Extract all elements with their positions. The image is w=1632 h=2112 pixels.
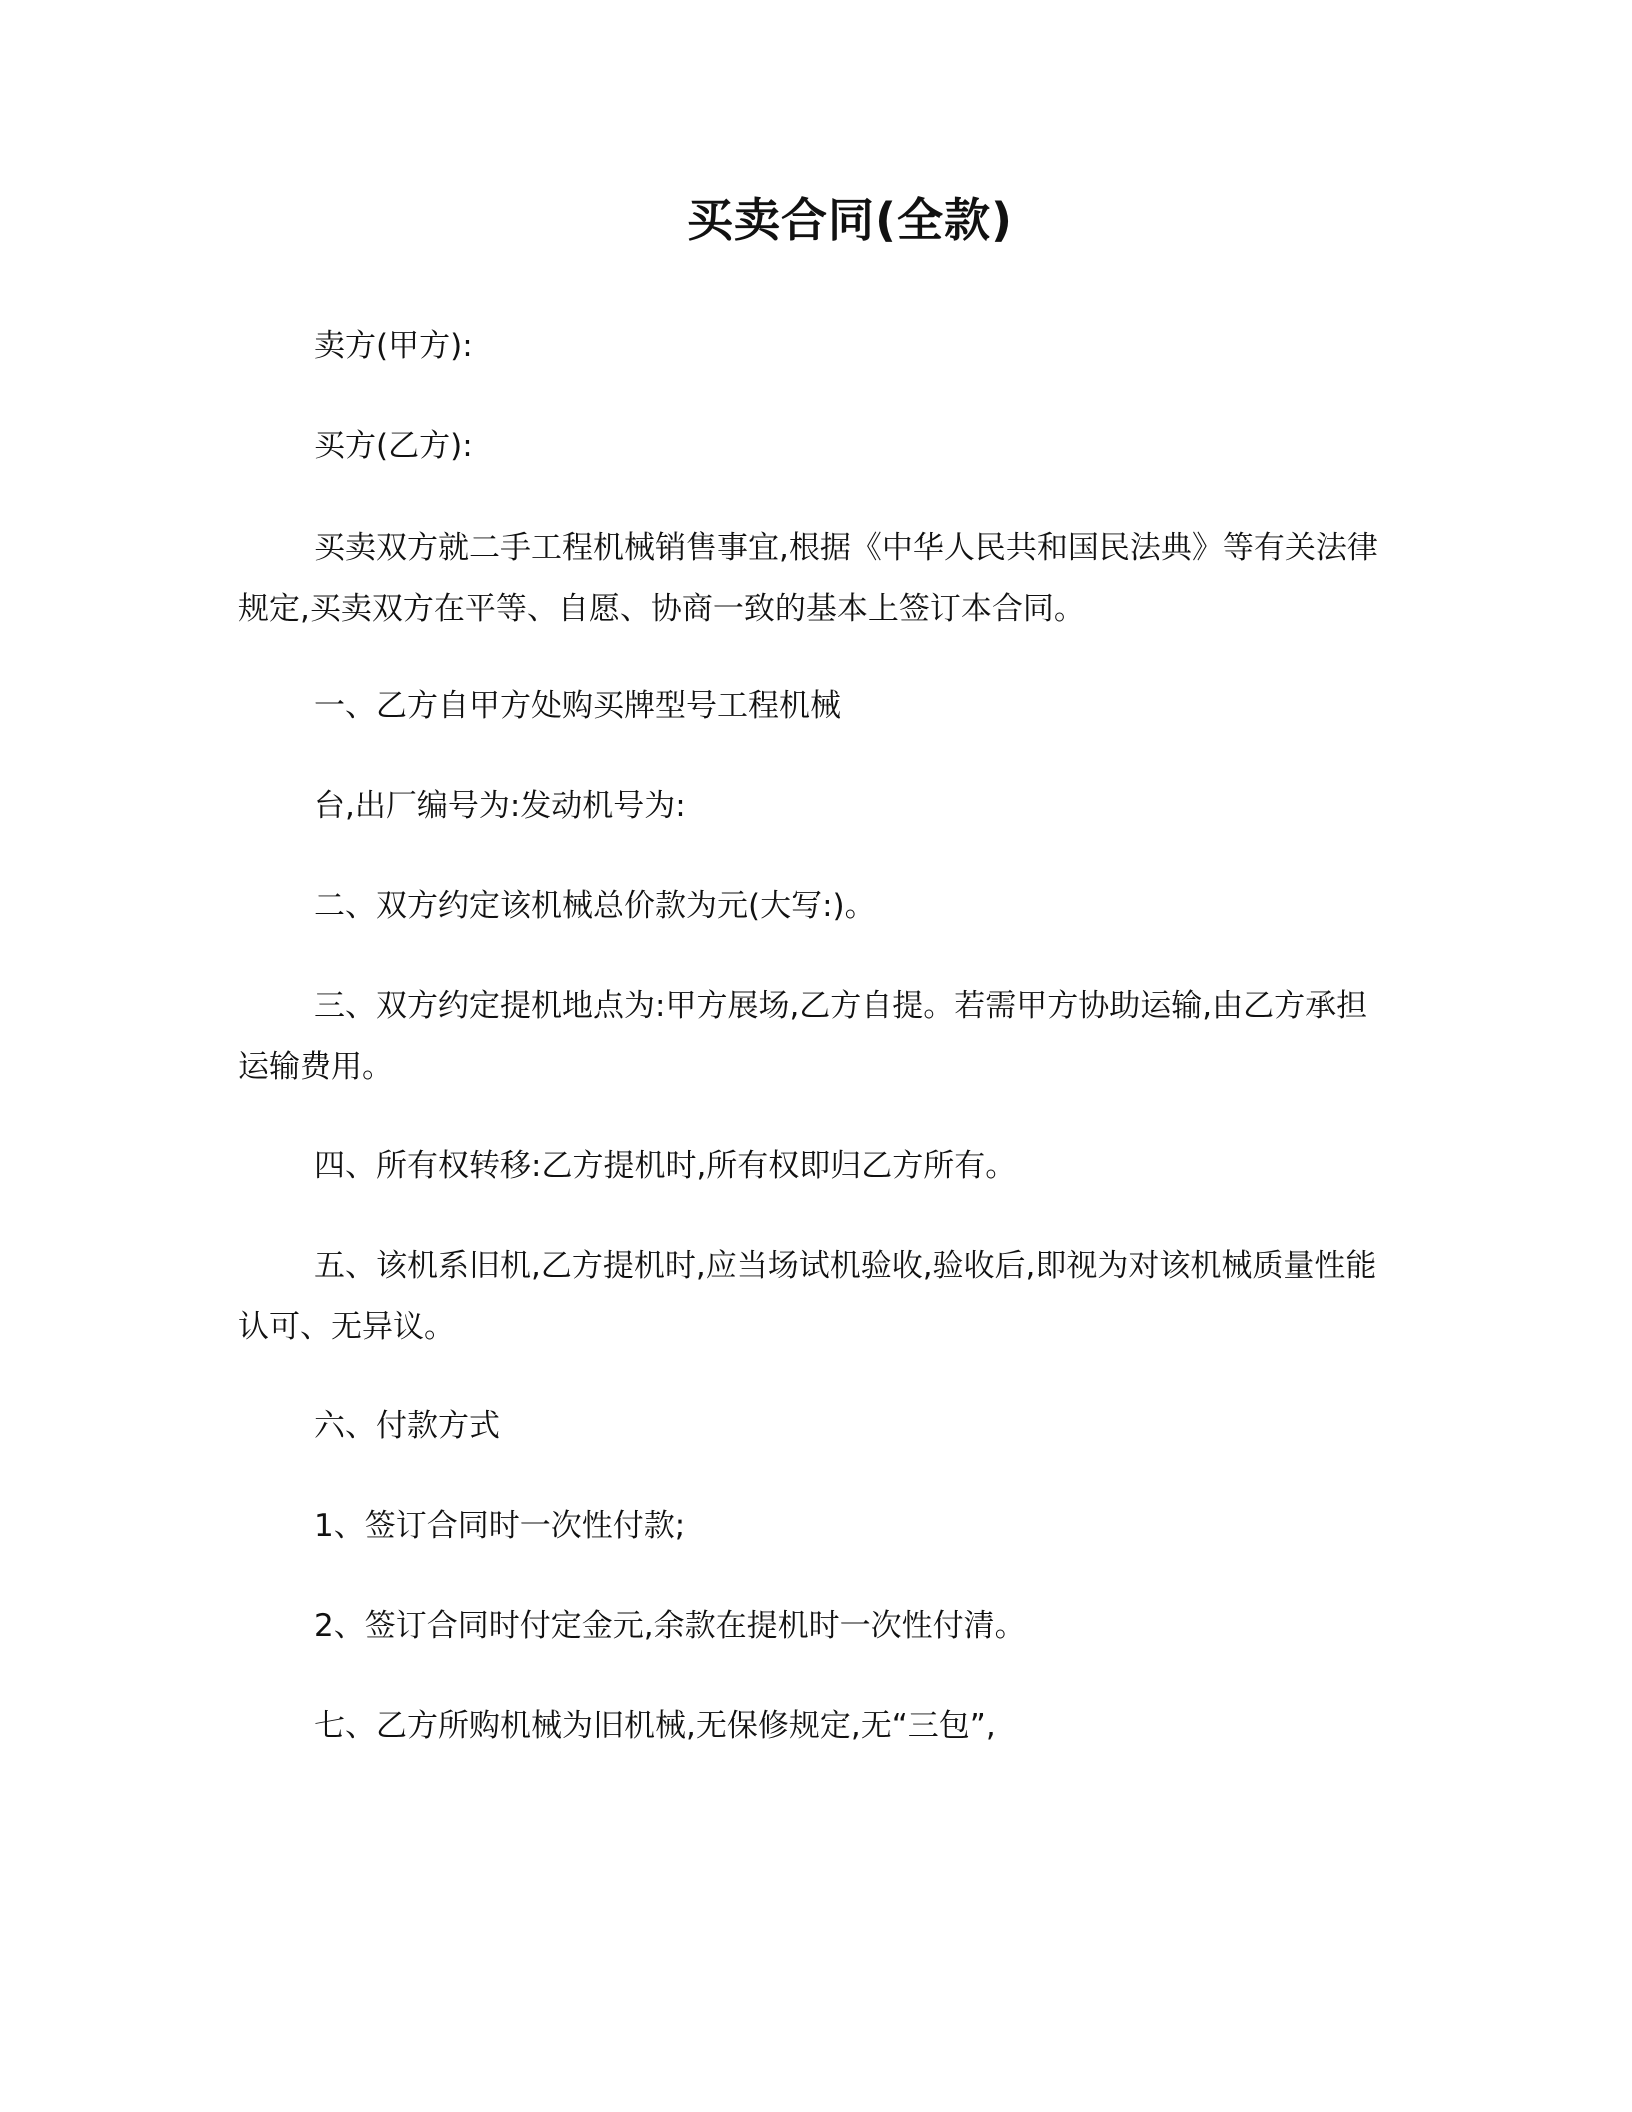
buyer-line: 买方(乙方): <box>314 428 473 464</box>
preamble-paragraph: 买卖双方就二手工程机械销售事宜,根据《中华人民共和国民法典》等有关法律规定,买卖双方在平等、自愿、协商一致的基本上签订本合同。 <box>238 530 1378 627</box>
clause-1-continued: 台,出厂编号为:发动机号为: <box>314 788 686 824</box>
clause-5: 五、该机系旧机,乙方提机时,应当场试机验收,验收后,即视为对该机械质量性能认可、无异议。 <box>238 1248 1377 1345</box>
seller-line: 卖方(甲方): <box>314 328 473 364</box>
clause-4: 四、所有权转移:乙方提机时,所有权即归乙方所有。 <box>314 1148 1017 1184</box>
clause-7: 七、乙方所购机械为旧机械,无保修规定,无“三包”, <box>314 1708 996 1744</box>
clause-2: 二、双方约定该机械总价款为元(大写:)。 <box>314 888 876 924</box>
document-title: 买卖合同(全款) <box>686 193 1014 247</box>
payment-option-1: 1、签订合同时一次性付款; <box>314 1508 686 1544</box>
clause-1: 一、乙方自甲方处购买牌型号工程机械 <box>314 688 841 724</box>
clause-6-heading: 六、付款方式 <box>314 1408 500 1444</box>
clause-3: 三、双方约定提机地点为:甲方展场,乙方自提。若需甲方协助运输,由乙方承担运输费用。 <box>238 988 1368 1085</box>
payment-option-2: 2、签订合同时付定金元,余款在提机时一次性付清。 <box>314 1608 1026 1644</box>
